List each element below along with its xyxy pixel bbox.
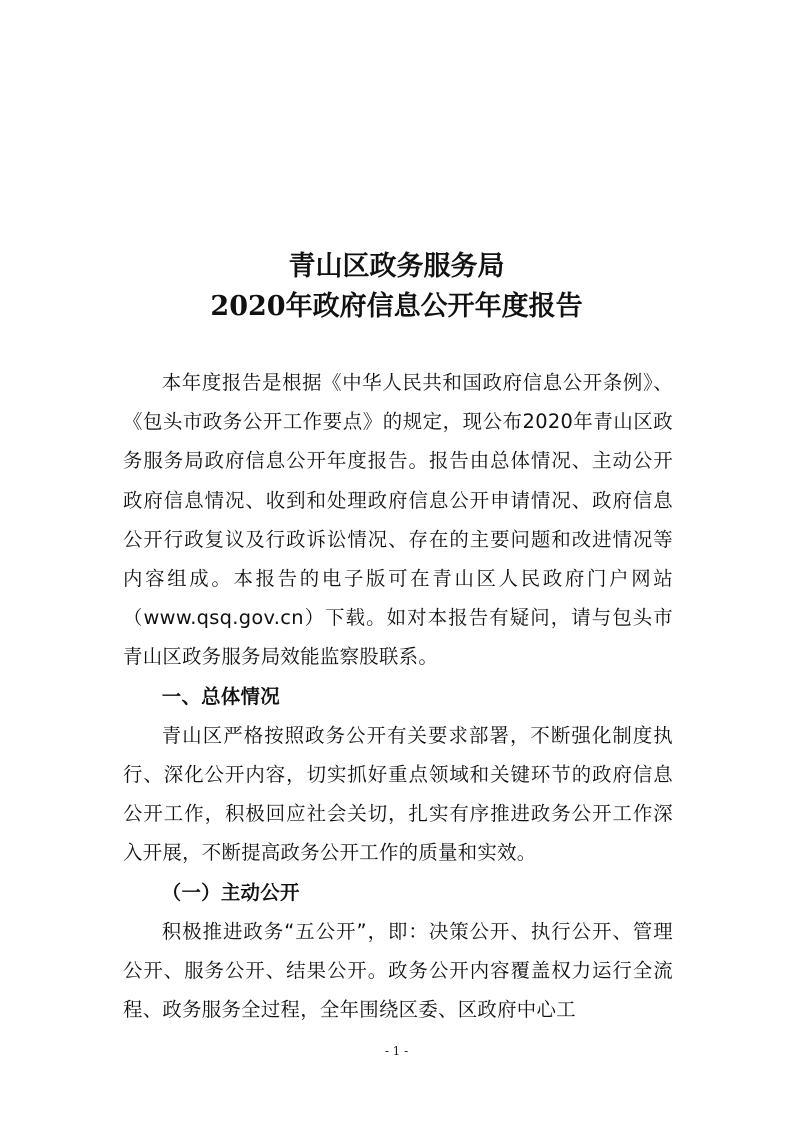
report-title-line-2: 2020年政府信息公开年度报告 (210, 291, 583, 322)
subsection-paragraph-active-disclosure: 积极推进政务“五公开”，即：决策公开、执行公开、管理公开、服务公开、结果公开。政务公开内容覆盖权力运行全流程、政务服务全过程，全年围绕区委、区政府中心工 (123, 919, 673, 1022)
page-number: - 1 - (384, 1044, 409, 1058)
subsection-heading-active-disclosure: （一）主动公开 (161, 880, 300, 904)
section-heading-overall: 一、总体情况 (161, 684, 280, 708)
section-paragraph-overall: 青山区严格按照政务公开有关要求部署，不断强化制度执行、深化公开内容，切实抓好重点领域和关键环节的政府信息公开工作，积极回应社会关切，扎实有序推进政务公开工作深入开展，不断提高政务公开工作的质量和实效。 (123, 723, 673, 865)
intro-paragraph: 本年度报告是根据《中华人民共和国政府信息公开条例》、《包头市政务公开工作要点》的规定，现公布2020年青山区政务服务局政府信息公开年度报告。报告由总体情况、主动公开政府信息情况、收到和处理政府信息公开申请情况、政府信息公开行政复议及行政诉讼情况、存在的主要问题和改进情况等内容组成。本报告的电子版可在青山区人民政府门户网站（www.qsq.gov.cn）下载。如对本报告有疑问，请与包头市青山区政务服务局效能监察股联系。 (123, 371, 673, 669)
report-title-line-1: 青山区政务服务局 (288, 251, 505, 282)
report-body (123, 363, 673, 1029)
